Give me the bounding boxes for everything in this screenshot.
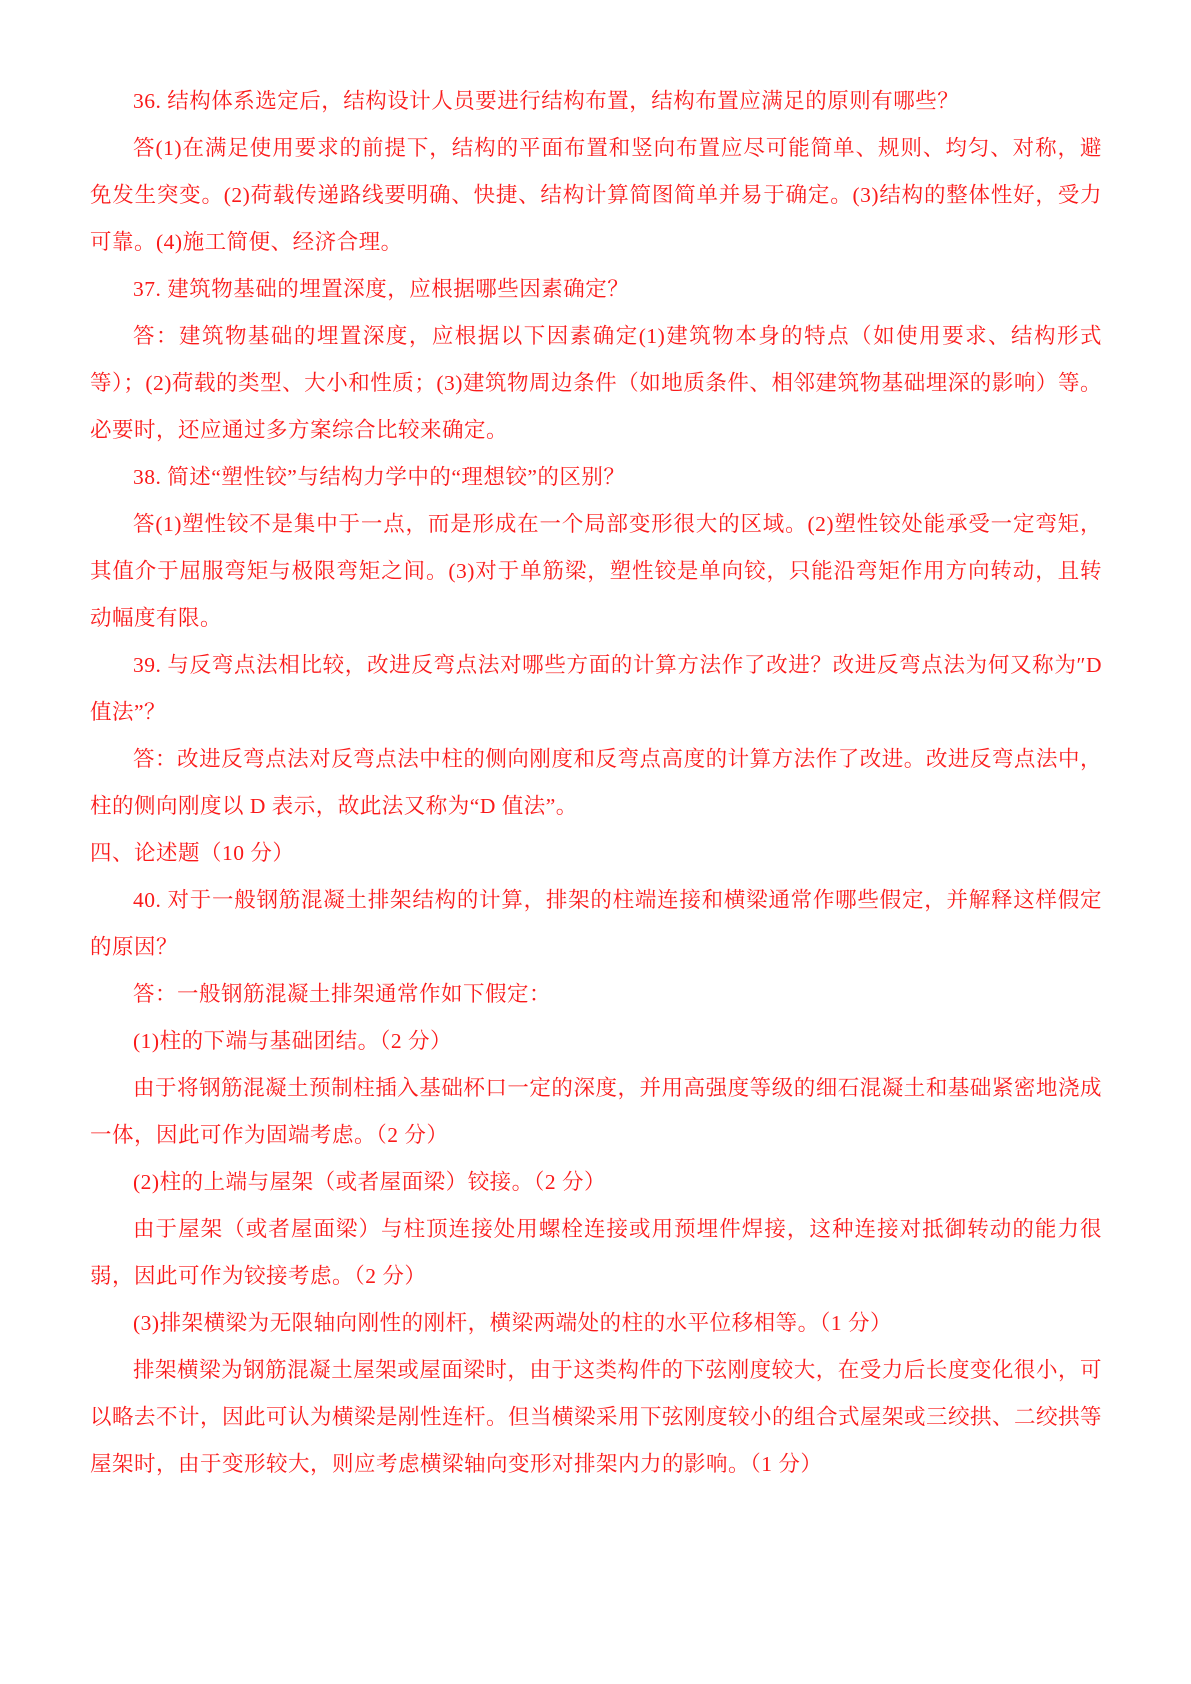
paragraph: 答：改进反弯点法对反弯点法中柱的侧向刚度和反弯点高度的计算方法作了改进。改进反弯点法中，柱的侧向刚度以 D 表示，故此法又称为“D 值法”。: [90, 747, 1102, 818]
paragraph: 39. 与反弯点法相比较，改进反弯点法对哪些方面的计算方法作了改进？改进反弯点法为何又称为″D值法”？: [90, 653, 1102, 724]
paragraph: 40. 对于一般钢筋混凝土排架结构的计算，排架的柱端连接和横梁通常作哪些假定，并解释这样假定的原因？: [90, 888, 1102, 959]
paragraph: (3)排架横梁为无限轴向刚性的刚杆，横梁两端处的柱的水平位移相等。（1 分）: [133, 1311, 892, 1335]
paragraph: (1)柱的下端与基础团结。（2 分）: [133, 1029, 452, 1053]
paragraph: 排架横梁为钢筋混凝土屋架或屋面梁时，由于这类构件的下弦刚度较大，在受力后长度变化很小，可以略去不计，因此可认为横梁是剐性连杆。但当横梁采用下弦刚度较小的组合式屋架或三绞拱、二绞拱等屋架时，由于变形较大，则应考虑横梁轴向变形对排架内力的影响。（1 分）: [90, 1358, 1103, 1476]
paragraph: 38. 简述“塑性铰”与结构力学中的“理想铰”的区别？: [133, 465, 626, 489]
paragraph: 答(1)在满足使用要求的前提下，结构的平面布置和竖向布置应尽可能简单、规则、均匀、对称，避免发生突变。(2)荷载传递路线要明确、快捷、结构计算简图简单并易于确定。(3)结构的整体性好，受力可靠。(4)施工简便、经济合理。: [90, 136, 1102, 254]
paragraph: 37. 建筑物基础的埋置深度，应根据哪些因素确定？: [133, 277, 630, 301]
paragraph: (2)柱的上端与屋架（或者屋面梁）铰接。（2 分）: [133, 1170, 606, 1194]
paragraph: 答：一般钢筋混凝土排架通常作如下假定：: [133, 982, 552, 1006]
paragraph: 由于将钢筋混凝土预制柱插入基础杯口一定的深度，并用高强度等级的细石混凝土和基础紧密地浇成一体，因此可作为固端考虑。（2 分）: [90, 1076, 1102, 1147]
paragraph: 四、论述题（10 分）: [90, 841, 295, 865]
paragraph: 36. 结构体系选定后，结构设计人员要进行结构布置，结构布置应满足的原则有哪些？: [133, 89, 960, 113]
paragraph: 答：建筑物基础的埋置深度，应根据以下因素确定(1)建筑物本身的特点（如使用要求、结构形式等）；(2)荷载的类型、大小和性质；(3)建筑物周边条件（如地质条件、相邻建筑物基础埋深的影响）等。必要时，还应通过多方案综合比较来确定。: [90, 324, 1102, 442]
paragraph: 由于屋架（或者屋面梁）与柱顶连接处用螺栓连接或用预埋件焊接，这种连接对抵御转动的能力很弱，因此可作为铰接考虑。（2 分）: [90, 1217, 1102, 1288]
paragraph: 答(1)塑性铰不是集中于一点，而是形成在一个局部变形很大的区域。(2)塑性铰处能承受一定弯矩，其值介于屈服弯矩与极限弯矩之间。(3)对于单筋梁，塑性铰是单向铰，只能沿弯矩作用方向转动，且转动幅度有限。: [90, 512, 1102, 630]
document-content: [90, 78, 1102, 1488]
